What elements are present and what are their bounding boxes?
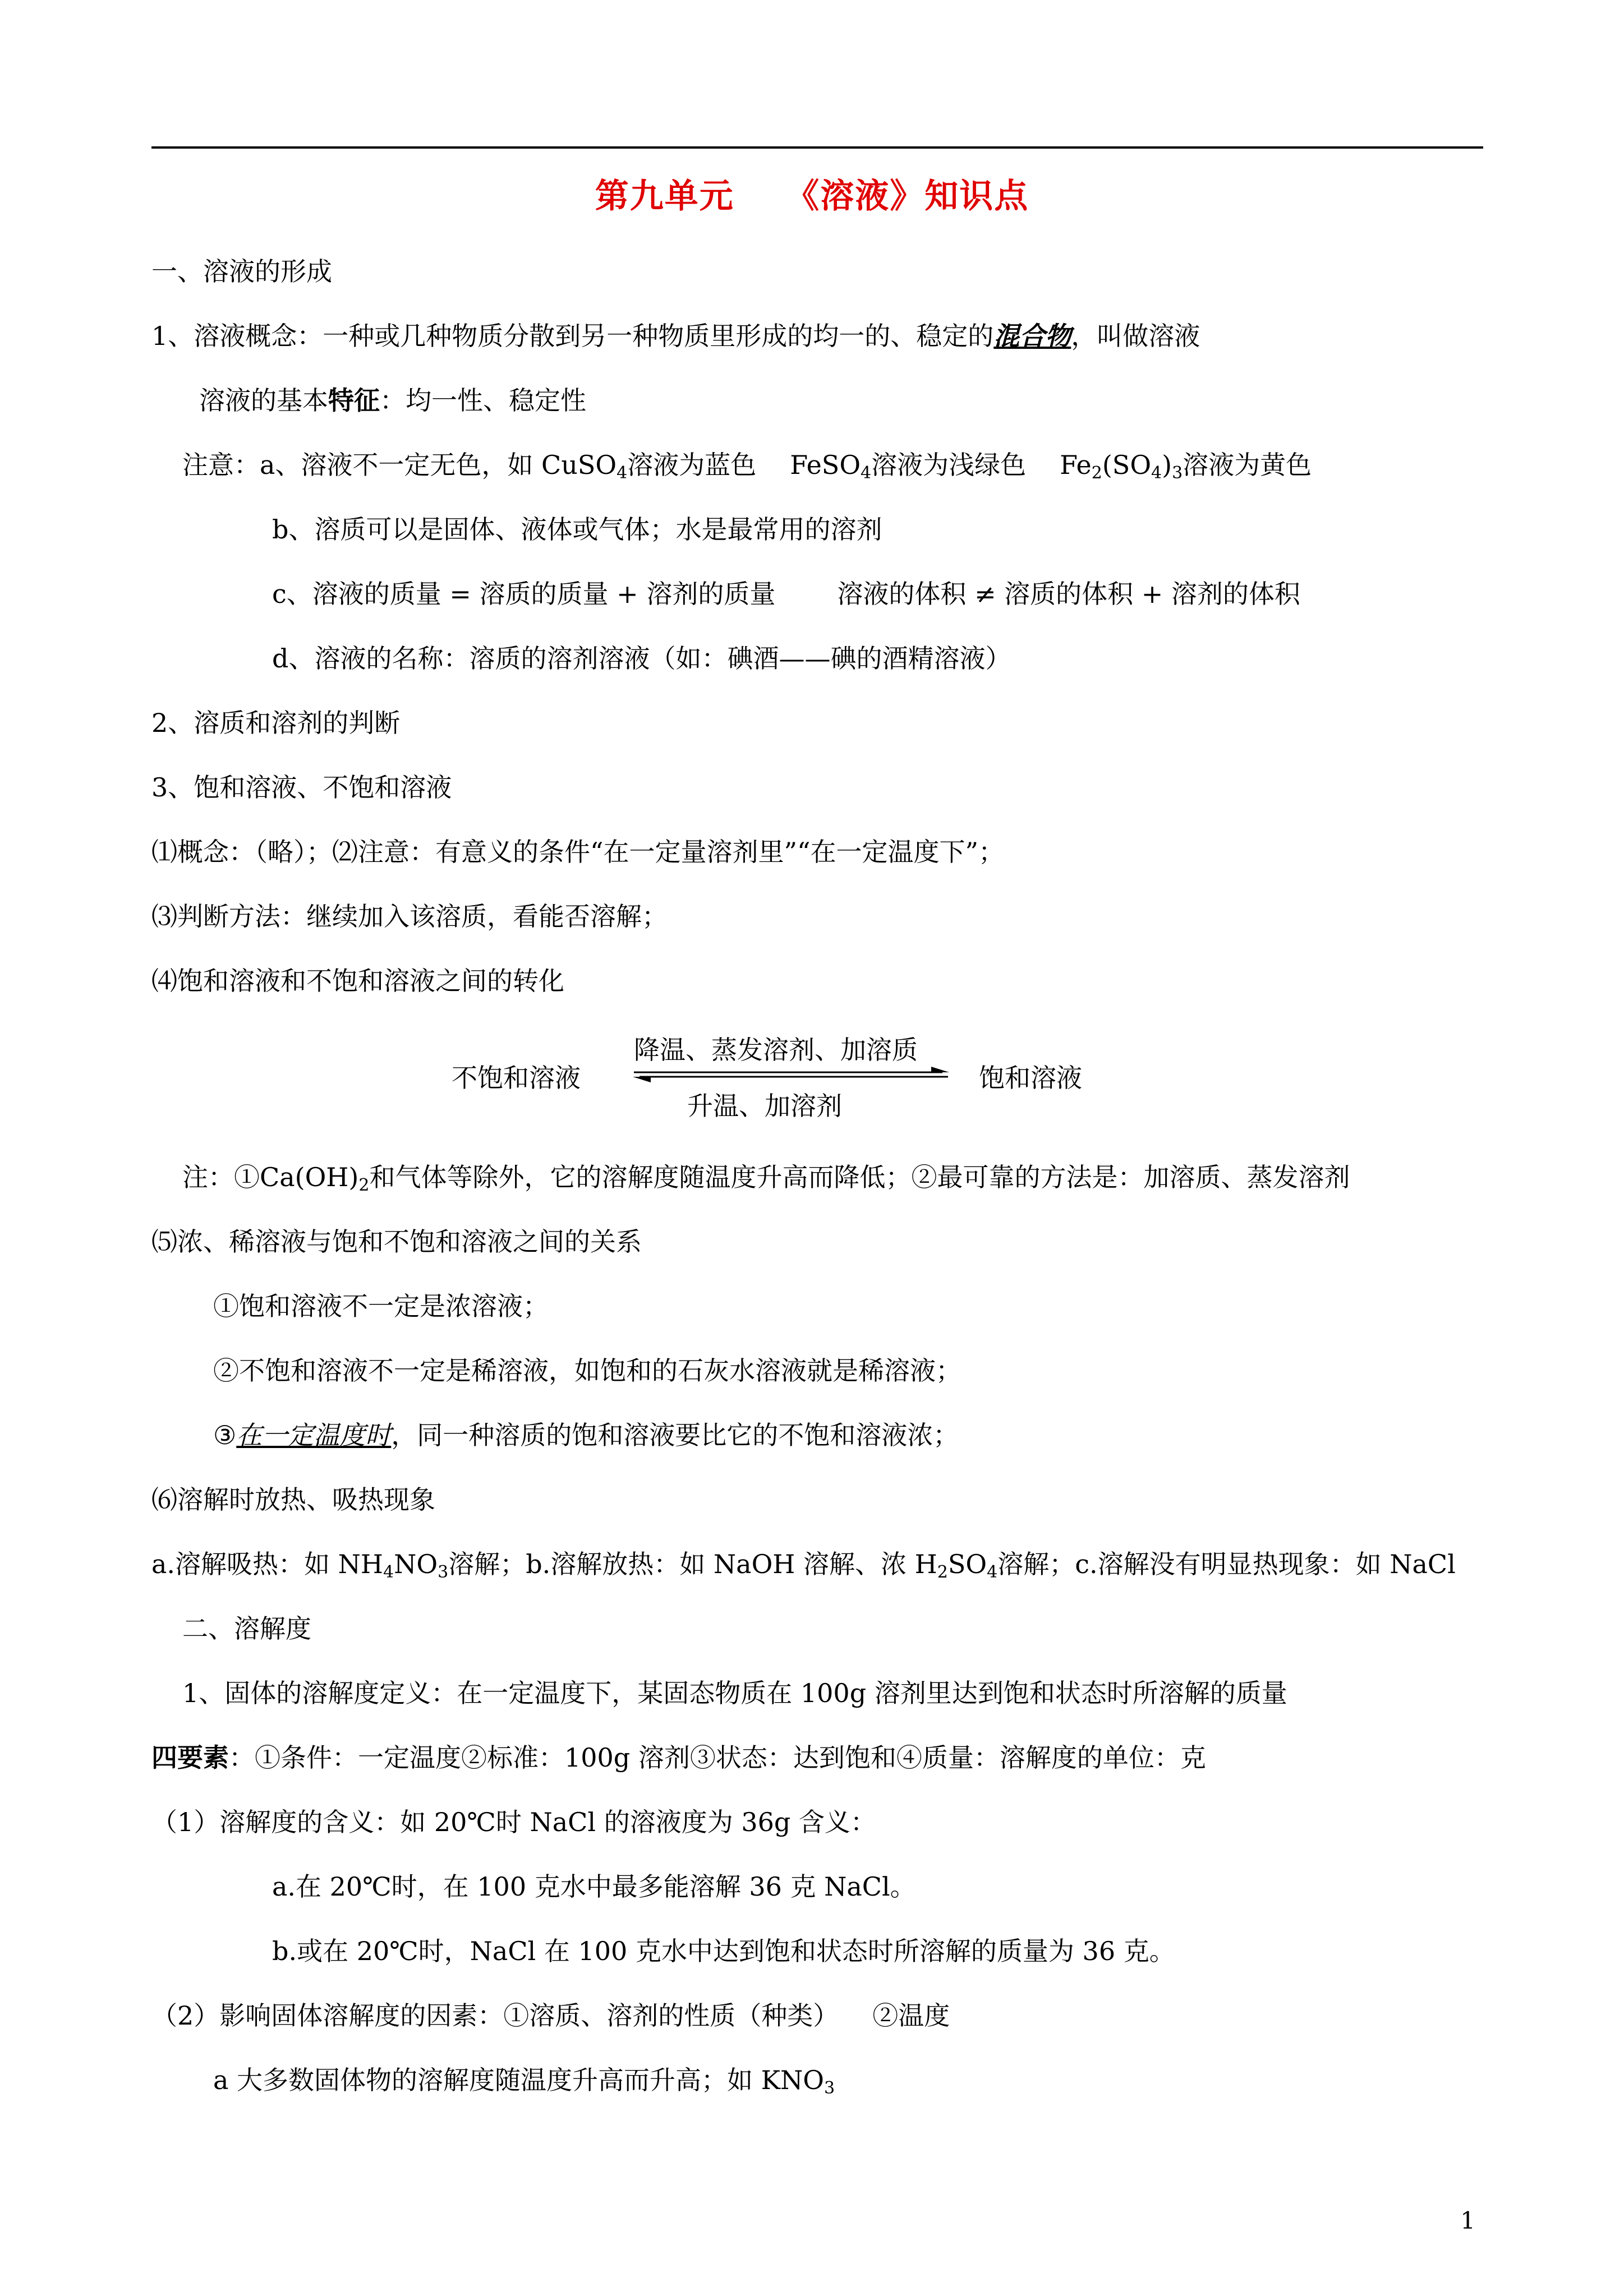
note-a: 注意：a、溶液不一定无色，如 CuSO$_4$溶液为蓝色 FeSO$_4$溶液为浅绿色 $Fe_2(SO_4)_3$溶液为黄色	[182, 450, 1312, 483]
factor-a: a 大多数固体物的溶解度随温度升高而升高；如 $KNO_3$	[213, 2065, 835, 2098]
conversion-bottom-label: 升温、加溶剂	[687, 1091, 842, 1121]
note-d: d、溶液的名称：溶质的溶剂溶液（如：碘酒——碘的酒精溶液）	[272, 643, 1011, 674]
factors-2: （2）影响固体溶解度的因素：①溶质、溶剂的性质（种类） ②温度	[151, 2000, 950, 2031]
note-exceptions: 注：$①Ca(OH)_2$和气体等除外，它的溶解度随温度升高而降低；②最可靠的方法是：加溶质、蒸发溶剂	[182, 1162, 1350, 1195]
four-elements: 四要素：①条件：一定温度②标准：100g 溶剂③状态：达到饱和④质量：溶解度的单位：克	[151, 1742, 1206, 1773]
heat-phenomena: a.溶解吸热：如 $NH_4NO_3$溶解；b.溶解放热：如 NaOH 溶解、浓 $H_2SO_4$溶解；c.溶解没有明显热现象：如 NaCl	[151, 1549, 1456, 1582]
conversion-arrows	[628, 1038, 954, 1094]
mixture-emphasis: 混合物	[993, 321, 1071, 351]
relation-1: ①饱和溶液不一定是浓溶液；	[213, 1291, 549, 1321]
conversion-top-label: 降温、蒸发溶剂、加溶质	[634, 1035, 918, 1065]
double-arrow-icon	[628, 1038, 954, 1094]
conversion-right-label: 饱和溶液	[979, 1063, 1082, 1093]
relation-3: ③在一定温度时，同一种溶质的饱和溶液要比它的不饱和溶液浓；	[213, 1420, 959, 1450]
note-c: c、溶液的质量 = 溶质的质量 + 溶剂的质量 溶液的体积 ≠ 溶质的体积 + 溶剂的体积	[272, 579, 1300, 609]
solution-concept: 1、溶液概念：一种或几种物质分散到另一种物质里形成的均一的、稳定的混合物，叫做溶液	[151, 321, 1200, 351]
solubility-definition: 1、固体的溶解度定义：在一定温度下，某固态物质在 100g 溶剂里达到饱和状态时所溶解的质量	[182, 1678, 1287, 1708]
solution-features: 溶液的基本特征：均一性、稳定性	[199, 385, 586, 416]
page-title	[0, 174, 1624, 219]
point-5: ⑸浓、稀溶液与饱和不饱和溶液之间的关系	[151, 1227, 642, 1257]
title-unit: 第九单元	[595, 177, 734, 216]
point-6: ⑹溶解时放热、吸热现象	[151, 1484, 435, 1515]
item-2: 2、溶质和溶剂的判断	[151, 708, 401, 738]
title-topic: 《溶液》知识点	[785, 177, 1029, 216]
relation-2: ②不饱和溶液不一定是稀溶液，如饱和的石灰水溶液就是稀溶液；	[213, 1356, 961, 1386]
point-1-2: ⑴概念：（略）；⑵注意：有意义的条件“在一定量溶剂里”“在一定温度下”；	[151, 837, 1005, 867]
section-heading-2: 二、溶解度	[182, 1613, 311, 1644]
meaning-1a: a.在 20℃时，在 100 克水中最多能溶解 36 克 NaCl。	[272, 1871, 916, 1902]
header-rule	[151, 146, 1483, 149]
meaning-1b: b.或在 20℃时，NaCl 在 100 克水中达到饱和状态时所溶解的质量为 36 克。	[272, 1936, 1175, 1966]
section-heading-1: 一、溶液的形成	[151, 256, 332, 287]
page-number: 1	[1460, 2207, 1475, 2234]
note-b: b、溶质可以是固体、液体或气体；水是最常用的溶剂	[272, 514, 882, 545]
point-4: ⑷饱和溶液和不饱和溶液之间的转化	[151, 966, 564, 996]
meaning-1: （1）溶解度的含义：如 20℃时 NaCl 的溶液度为 36g 含义：	[151, 1807, 876, 1837]
item-3: 3、饱和溶液、不饱和溶液	[151, 772, 452, 803]
conversion-left-label: 不饱和溶液	[452, 1063, 581, 1093]
point-3: ⑶判断方法：继续加入该溶质，看能否溶解；	[151, 901, 668, 932]
